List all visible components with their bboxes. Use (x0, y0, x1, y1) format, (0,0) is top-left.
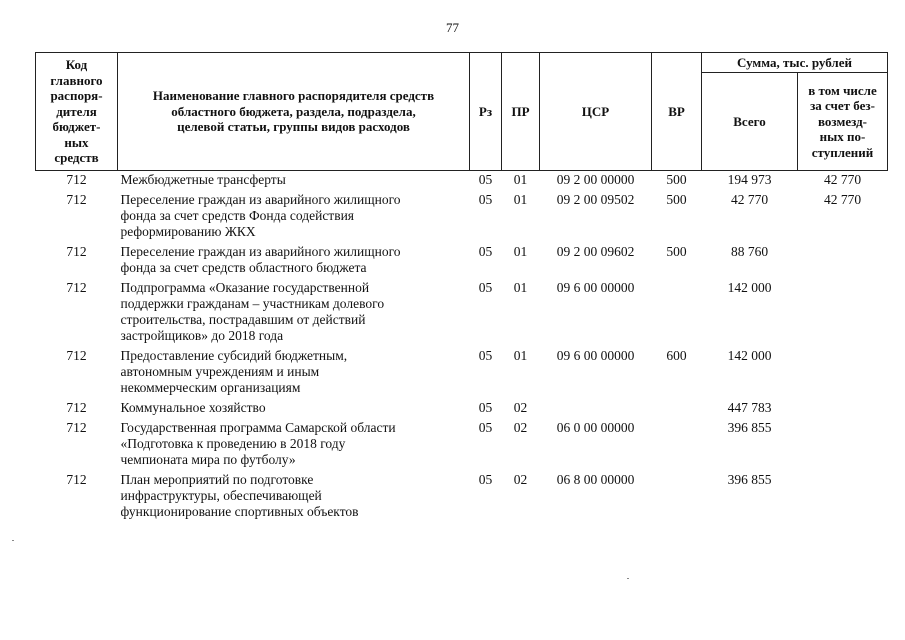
pr-cell: 01 (513, 244, 528, 259)
vr-cell: 500 (666, 244, 687, 259)
scan-speck (627, 578, 629, 579)
header-pr: ПР (502, 53, 540, 171)
pr-cell: 01 (513, 192, 528, 207)
incl-cell (798, 244, 888, 280)
pr-cell: 02 (513, 420, 528, 435)
incl-cell: 42 770 (823, 192, 862, 207)
csr-cell: 09 6 00 00000 (556, 348, 635, 363)
csr-cell: 09 6 00 00000 (556, 280, 635, 295)
table-row (36, 400, 888, 420)
incl-cell: 42 770 (798, 171, 888, 193)
table-row (36, 348, 888, 400)
incl-cell (798, 472, 888, 524)
csr-cell: 09 2 00 09502 (556, 192, 635, 207)
pr-cell: 01 (513, 280, 528, 295)
code-cell: 712 (66, 472, 87, 487)
rz-cell: 05 (478, 192, 493, 207)
code-cell: 712 (66, 348, 87, 363)
code-cell: 712 (66, 192, 87, 207)
total-cell: 142 000 (727, 280, 772, 295)
csr-cell (540, 400, 652, 420)
incl-cell (798, 420, 888, 472)
name-cell: Подпрограмма «Оказание государственной поддержки гражданам – участникам долевого строительства, пострадавшим от действий застройщиков» до 2018 года (120, 280, 385, 343)
total-cell: 396 855 (727, 420, 772, 435)
vr-cell (652, 420, 702, 472)
header-incl: в том числе за счет без- возмезд- ных по- ступлений (798, 73, 888, 171)
total-cell: 447 783 (727, 400, 772, 415)
pr-cell: 02 (513, 400, 528, 415)
vr-cell (652, 280, 702, 348)
code-cell: 712 (66, 244, 87, 259)
csr-cell: 06 8 00 00000 (556, 472, 635, 487)
total-cell: 88 760 (730, 244, 769, 259)
vr-cell: 500 (666, 192, 687, 207)
code-cell: 712 (36, 171, 118, 193)
table-row (36, 244, 888, 280)
header-vr: ВР (652, 53, 702, 171)
name-cell: Межбюджетные трансферты (118, 171, 470, 193)
table-row (36, 472, 888, 524)
csr-cell: 09 2 00 00000 (540, 171, 652, 193)
pr-cell: 01 (502, 171, 540, 193)
name-cell: Государственная программа Самарской области «Подготовка к проведению в 2018 году чемпионата мира по футболу» (120, 420, 396, 467)
code-cell: 712 (66, 280, 87, 295)
incl-cell (798, 400, 888, 420)
header-rz: Рз (470, 53, 502, 171)
pr-cell: 01 (513, 348, 528, 363)
page-number: 77 (446, 20, 459, 35)
csr-cell: 06 0 00 00000 (556, 420, 635, 435)
table-row (36, 192, 888, 244)
total-cell: 42 770 (730, 192, 769, 207)
name-cell: Переселение граждан из аварийного жилищного фонда за счет средств областного бюджета (120, 244, 401, 275)
code-cell: 712 (66, 400, 87, 415)
header-name: Наименование главного распорядителя средств областного бюджета, раздела, подраздела, целевой статьи, группы видов расходов (118, 53, 470, 171)
incl-cell (798, 280, 888, 348)
scan-speck (12, 540, 14, 541)
rz-cell: 05 (478, 472, 493, 487)
table-row (36, 420, 888, 472)
vr-cell: 500 (652, 171, 702, 193)
rz-cell: 05 (478, 400, 493, 415)
total-cell: 396 855 (727, 472, 772, 487)
pr-cell: 02 (513, 472, 528, 487)
vr-cell (652, 472, 702, 524)
name-cell: Коммунальное хозяйство (120, 400, 266, 415)
rz-cell: 05 (478, 244, 493, 259)
incl-cell (798, 348, 888, 400)
vr-cell: 600 (666, 348, 687, 363)
rz-cell: 05 (478, 420, 493, 435)
code-cell: 712 (66, 420, 87, 435)
header-sum: Сумма, тыс. рублей (702, 53, 888, 73)
header-total: Всего (702, 73, 798, 171)
name-cell: Переселение граждан из аварийного жилищного фонда за счет средств Фонда содействия реформированию ЖКХ (120, 192, 401, 239)
name-cell: План мероприятий по подготовке инфраструктуры, обеспечивающей функционирование спортивных объектов (120, 472, 359, 519)
table-row (36, 171, 888, 193)
header-code: Код главного распоря- дителя бюджет- ных средств (36, 53, 118, 171)
rz-cell: 05 (478, 280, 493, 295)
table-row (36, 280, 888, 348)
vr-cell (652, 400, 702, 420)
csr-cell: 09 2 00 09602 (556, 244, 635, 259)
total-cell: 194 973 (702, 171, 798, 193)
budget-table (35, 52, 888, 524)
rz-cell: 05 (470, 171, 502, 193)
header-csr: ЦСР (540, 53, 652, 171)
rz-cell: 05 (478, 348, 493, 363)
name-cell: Предоставление субсидий бюджетным, автономным учреждениям и иным некоммерческим организациям (120, 348, 348, 395)
total-cell: 142 000 (727, 348, 772, 363)
